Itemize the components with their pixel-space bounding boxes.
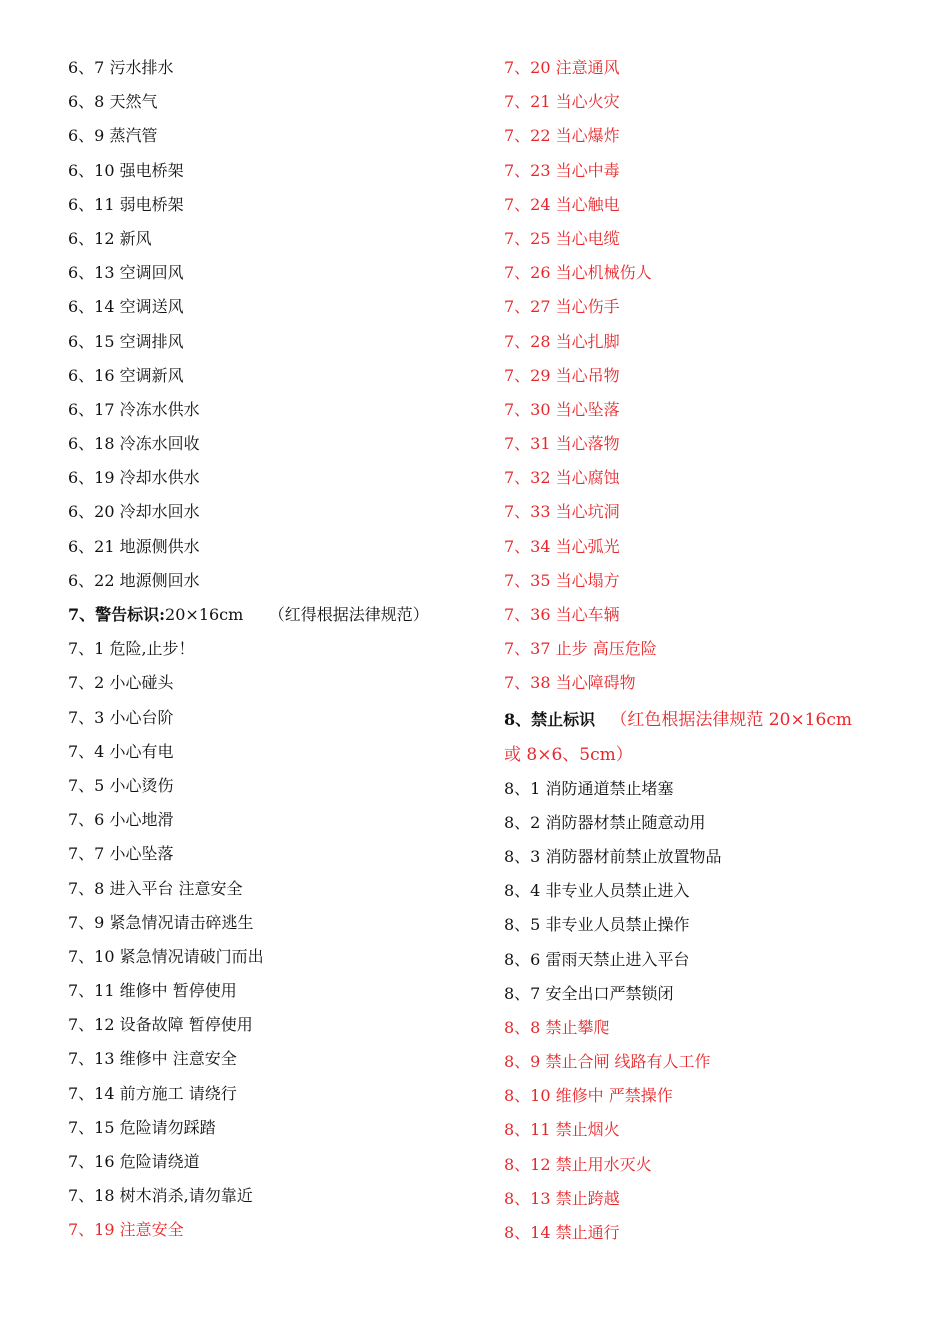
list-item: 6、8 天然气 xyxy=(68,92,158,112)
list-item: 6、20 冷却水回水 xyxy=(68,502,200,522)
list-item: 7、12 设备故障 暂停使用 xyxy=(68,1015,253,1035)
list-item: 7、31 当心落物 xyxy=(504,434,620,454)
list-item: 7、28 当心扎脚 xyxy=(504,331,620,351)
list-item: 7、20 注意通风 xyxy=(504,58,620,77)
section-8-list xyxy=(504,772,924,1251)
list-item: 8、10 维修中 严禁操作 xyxy=(504,1086,673,1106)
list-item: 6、22 地源侧回水 xyxy=(68,570,200,590)
list-item: 6、11 弱电桥架 xyxy=(68,194,184,214)
section-7-list-left xyxy=(68,632,488,1247)
list-item: 6、13 空调回风 xyxy=(68,263,184,283)
list-item: 7、13 维修中 注意安全 xyxy=(68,1049,237,1069)
list-item: 7、1 危险,止步！ xyxy=(68,639,195,659)
right-column xyxy=(504,51,924,1250)
list-item: 7、9 紧急情况请击碎逃生 xyxy=(68,912,254,932)
list-item: 7、18 树木消杀,请勿靠近 xyxy=(68,1186,253,1206)
list-item: 8、2 消防器材禁止随意动用 xyxy=(504,812,706,832)
list-item: 7、23 当心中毒 xyxy=(504,160,620,180)
section-8-note-line2: 或 8×6、5cm） xyxy=(504,744,633,765)
list-item: 7、38 当心障碍物 xyxy=(504,673,636,693)
list-item: 6、14 空调送风 xyxy=(68,297,184,317)
list-item: 7、4 小心有电 xyxy=(68,741,174,761)
list-item: 7、21 当心火灾 xyxy=(504,92,620,112)
list-item: 8、8 禁止攀爬 xyxy=(504,1017,610,1037)
list-item: 6、10 强电桥架 xyxy=(68,160,184,180)
list-item: 7、27 当心伤手 xyxy=(504,297,620,317)
list-item: 6、19 冷却水供水 xyxy=(68,468,200,488)
list-item: 6、15 空调排风 xyxy=(68,331,184,351)
list-item: 7、3 小心台阶 xyxy=(68,707,174,727)
list-item: 6、9 蒸汽管 xyxy=(68,126,158,146)
list-item: 8、1 消防通道禁止堵塞 xyxy=(504,778,674,798)
list-item: 8、4 非专业人员禁止进入 xyxy=(504,881,690,901)
list-item: 8、14 禁止通行 xyxy=(504,1223,620,1242)
list-item: 8、3 消防器材前禁止放置物品 xyxy=(504,846,722,866)
list-item: 7、7 小心坠落 xyxy=(68,844,174,864)
section-7-size: 20×16cm xyxy=(165,605,244,624)
section-7-label: 7、警告标识: xyxy=(68,605,166,624)
list-item: 7、2 小心碰头 xyxy=(68,673,174,693)
list-item: 8、12 禁止用水灭火 xyxy=(504,1154,652,1174)
section-7-note: （红得根据法律规范） xyxy=(268,605,429,624)
list-item: 7、10 紧急情况请破门而出 xyxy=(68,946,264,966)
list-item: 8、13 禁止跨越 xyxy=(504,1188,620,1208)
list-item: 7、32 当心腐蚀 xyxy=(504,468,620,488)
list-item: 7、36 当心车辆 xyxy=(504,605,620,624)
list-item: 6、21 地源侧供水 xyxy=(68,536,200,556)
list-item: 8、6 雷雨天禁止进入平台 xyxy=(504,949,690,969)
list-item: 7、26 当心机械伤人 xyxy=(504,263,652,283)
list-item: 7、19 注意安全 xyxy=(68,1220,184,1240)
list-item: 7、30 当心坠落 xyxy=(504,399,620,419)
list-item: 7、16 危险请绕道 xyxy=(68,1152,200,1171)
list-item: 8、7 安全出口严禁锁闭 xyxy=(504,983,674,1003)
list-item: 8、9 禁止合闸 线路有人工作 xyxy=(504,1052,711,1072)
list-item: 8、5 非专业人员禁止操作 xyxy=(504,915,690,935)
list-item: 7、8 进入平台 注意安全 xyxy=(68,878,243,898)
left-column xyxy=(68,51,488,1248)
list-item: 6、7 污水排水 xyxy=(68,58,174,77)
section-7-list-right xyxy=(504,51,924,701)
list-item: 7、33 当心坑洞 xyxy=(504,502,620,522)
list-item: 7、11 维修中 暂停使用 xyxy=(68,981,237,1001)
list-item: 7、37 止步 高压危险 xyxy=(504,639,657,659)
section-8-note-line1: （红色根据法律规范 20×16cm xyxy=(610,709,852,730)
list-item: 7、15 危险请勿踩踏 xyxy=(68,1117,216,1137)
list-item: 7、6 小心地滑 xyxy=(68,810,174,830)
list-item: 8、11 禁止烟火 xyxy=(504,1120,620,1140)
list-item: 7、22 当心爆炸 xyxy=(504,126,620,146)
section-7-heading xyxy=(68,598,488,632)
list-item: 7、29 当心吊物 xyxy=(504,365,620,385)
list-item: 6、16 空调新风 xyxy=(68,365,184,385)
list-item: 6、18 冷冻水回收 xyxy=(68,434,200,454)
section-8-heading xyxy=(504,701,924,772)
list-item: 7、24 当心触电 xyxy=(504,194,620,214)
list-item: 7、35 当心塌方 xyxy=(504,570,620,590)
list-item: 6、17 冷冻水供水 xyxy=(68,399,200,419)
list-item: 7、5 小心烫伤 xyxy=(68,775,174,795)
list-item: 7、14 前方施工 请绕行 xyxy=(68,1083,237,1103)
section-8-label: 8、禁止标识 xyxy=(504,709,596,729)
list-item: 6、12 新风 xyxy=(68,228,152,248)
section-6-list xyxy=(68,51,488,598)
list-item: 7、25 当心电缆 xyxy=(504,228,620,248)
list-item: 7、34 当心弧光 xyxy=(504,536,620,556)
